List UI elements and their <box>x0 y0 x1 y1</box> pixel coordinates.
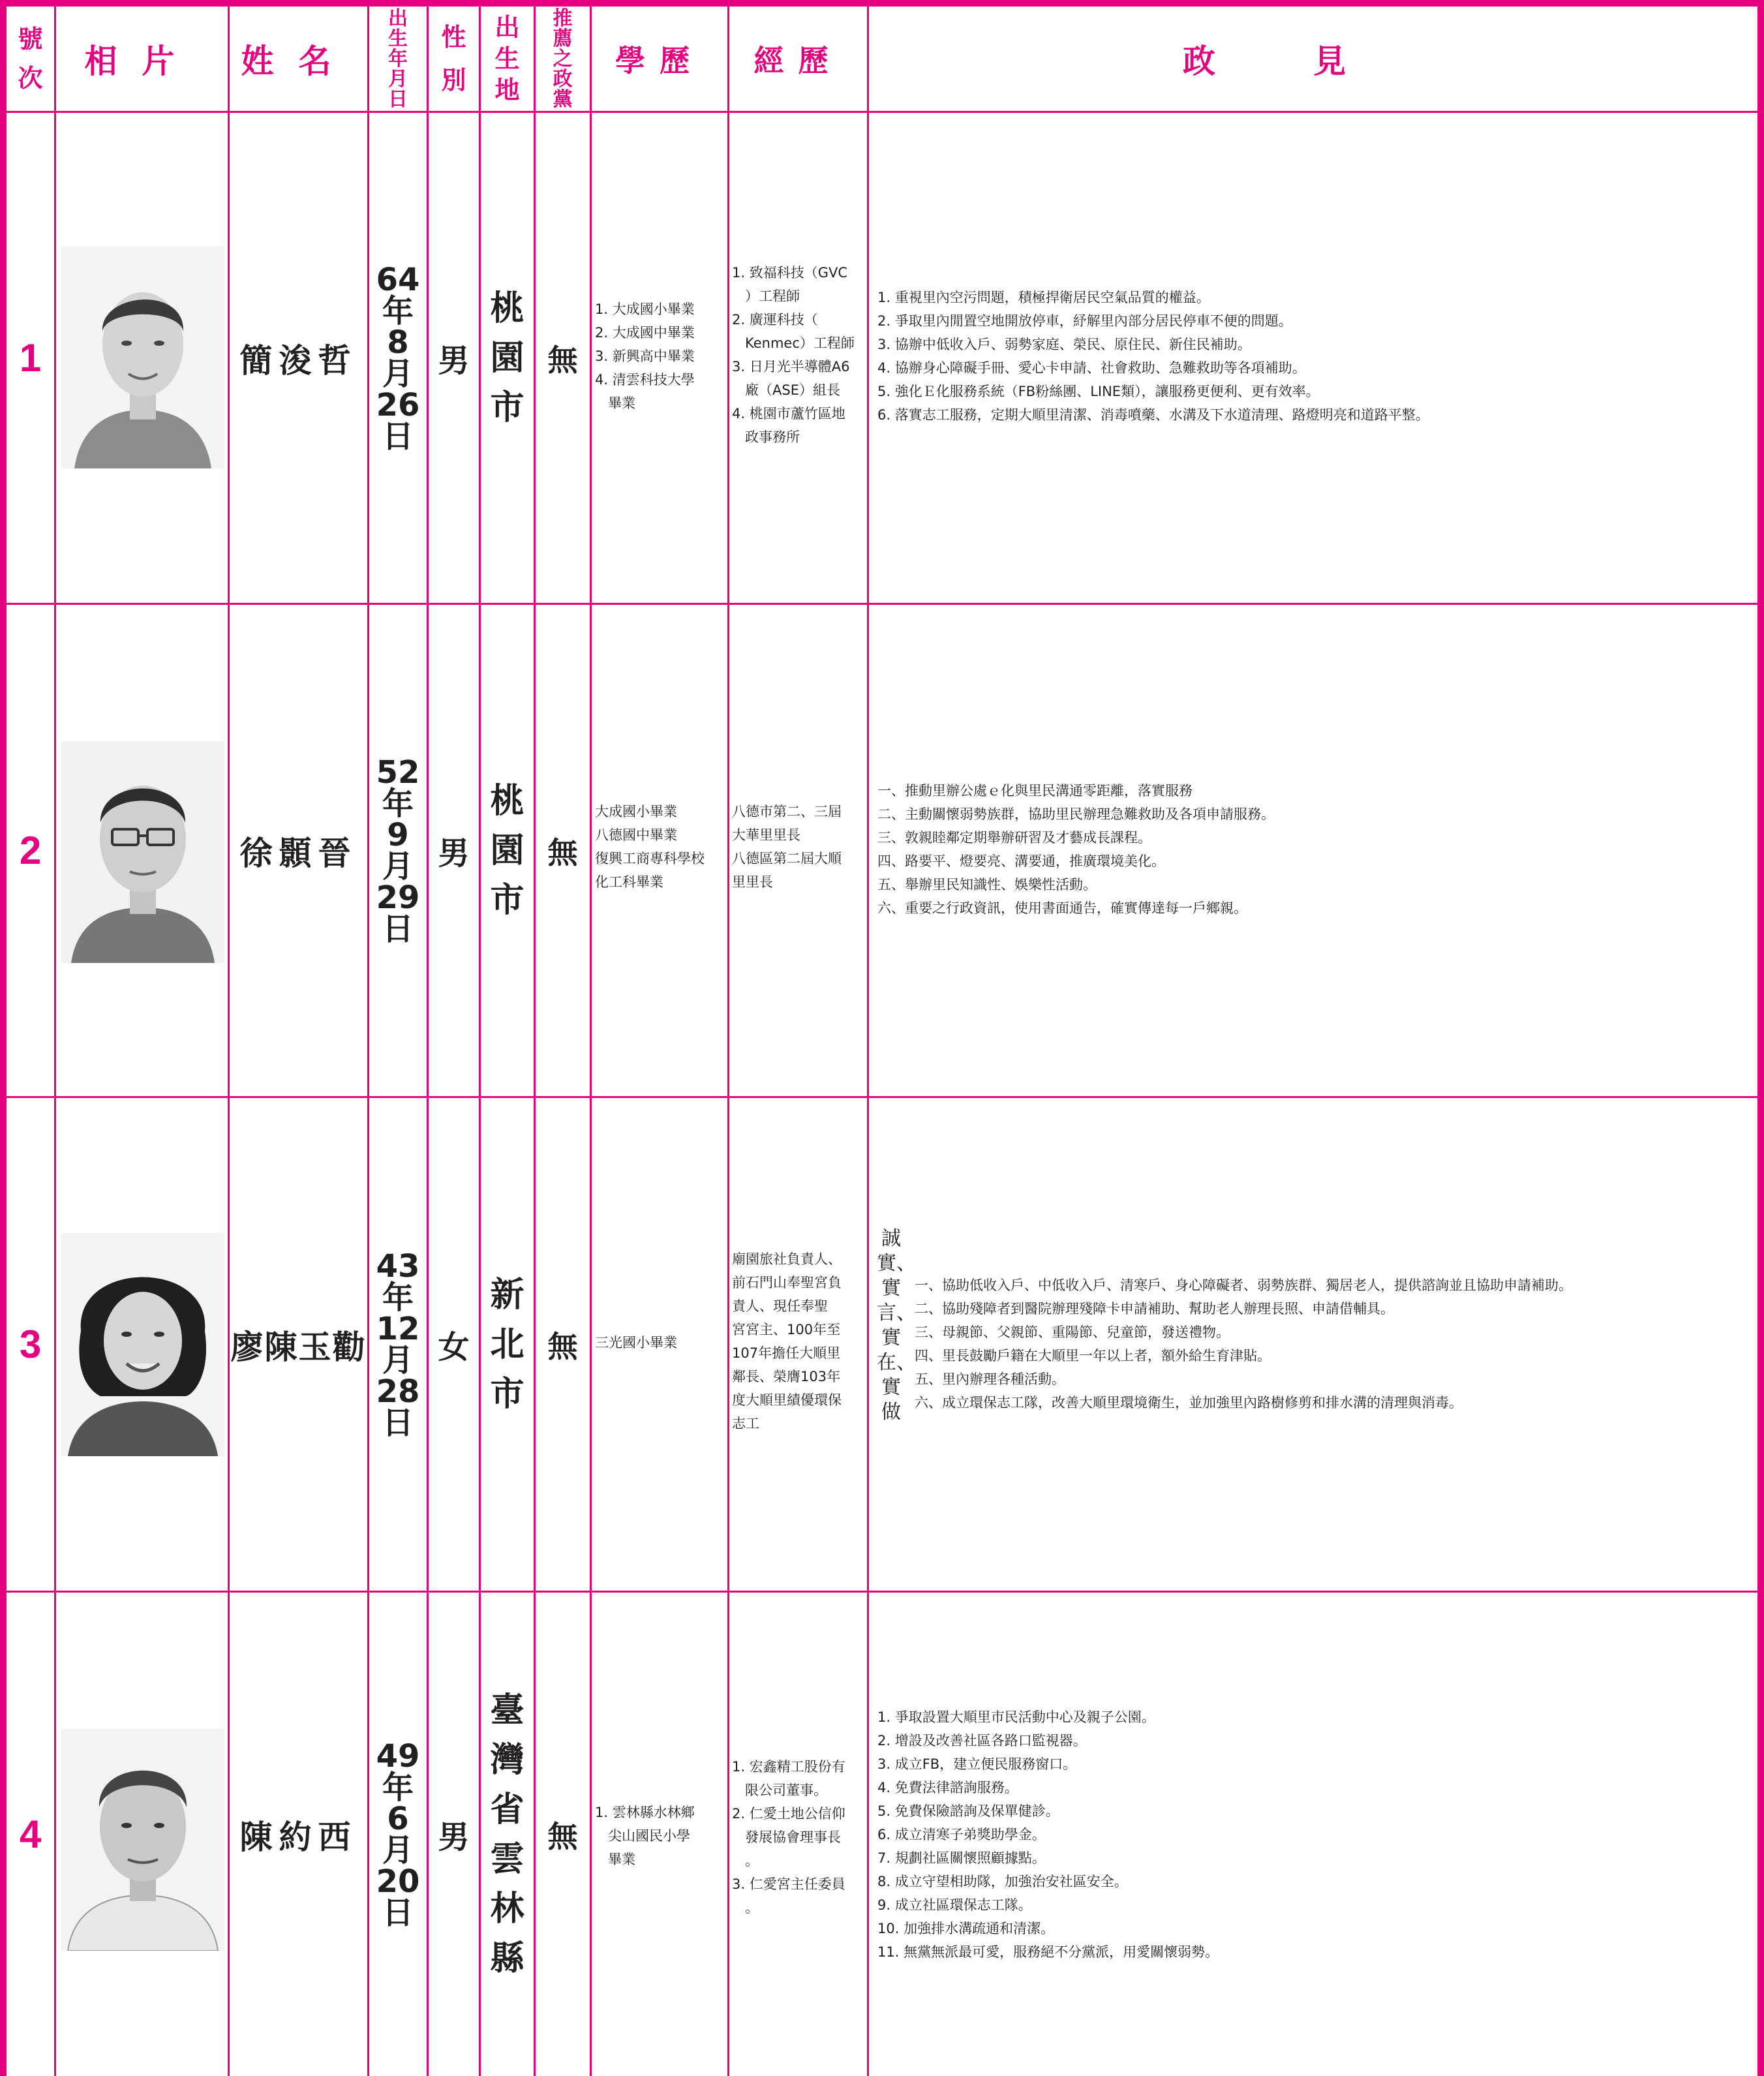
list-item: 一、推動里辦公處ｅ化與里民溝通零距離，落實服務 <box>877 783 1193 799</box>
birthplace-text: 桃園市 <box>490 288 525 427</box>
header-experience-label: 經歷 <box>753 43 843 78</box>
list-item: 尖山國民小學 <box>595 1828 691 1844</box>
list-item: 3. 成立FB，建立便民服務窗口。 <box>877 1756 1077 1772</box>
portrait-icon <box>61 247 224 468</box>
list-item: 五、舉辦里民知識性、娛樂性活動。 <box>877 877 1097 893</box>
candidate-party: 無 <box>547 834 578 870</box>
list-item: 大成國小畢業 <box>595 804 677 819</box>
list-item: 6. 落實志工服務，定期大順里清潔、消毒噴藥、水溝及下水道清理、路燈明亮和道路平整。 <box>877 407 1429 423</box>
list-item: 六、重要之行政資訊，使用書面通告，確實傳達每一戶鄉親。 <box>877 900 1247 916</box>
candidate-photo <box>61 741 224 963</box>
list-item: 發展協會理事長 <box>732 1829 842 1845</box>
list-item: 4. 清雲科技大學 <box>595 372 695 388</box>
candidate-number: 3 <box>19 1322 42 1366</box>
birth-day: 29 <box>376 879 420 916</box>
platform-list <box>915 1274 1756 1414</box>
candidate-photo <box>61 1729 224 1951</box>
list-item: 八德市第二、三屆 <box>732 804 842 819</box>
experience-list <box>732 1755 866 1919</box>
birth-year: 43 <box>376 1247 420 1285</box>
list-item: 1. 宏鑫精工股份有 <box>732 1759 845 1775</box>
header-birth-label: 出生年月日 <box>388 7 408 111</box>
candidate-number: 2 <box>19 829 42 872</box>
list-item: 化工科畢業 <box>595 874 663 890</box>
birth-year: 49 <box>376 1737 420 1775</box>
birth-day: 20 <box>376 1863 420 1900</box>
list-item: 6. 成立清寒子弟獎助學金。 <box>877 1827 1046 1842</box>
portrait-icon <box>61 1729 224 1951</box>
list-item: 9. 成立社區環保志工隊。 <box>877 1897 1032 1913</box>
birthplace-text: 臺灣省雲林縣 <box>490 1690 525 1978</box>
education-list <box>595 1801 725 1871</box>
list-item: 鄰長、榮膺103年 <box>732 1369 841 1384</box>
list-item: 。 <box>732 1853 759 1869</box>
candidate-gender: 女 <box>438 1329 470 1366</box>
portrait-icon <box>61 741 224 963</box>
list-item: 1. 大成國小畢業 <box>595 301 695 317</box>
header-photo-label: 相片 <box>84 42 200 80</box>
candidate-gender: 男 <box>438 1819 470 1855</box>
candidate-birth: 64 年 8 月 26 日 <box>376 261 420 455</box>
candidate-birth: 43 年 12 月 28 日 <box>376 1247 420 1441</box>
portrait-icon <box>61 1233 224 1456</box>
list-item: 政事務所 <box>732 429 800 445</box>
list-item: 四、里長鼓勵戶籍在大順里一年以上者，額外給生育津貼。 <box>915 1348 1271 1364</box>
list-item: 11. 無黨無派最可愛，服務絕不分黨派，用愛關懷弱勢。 <box>877 1944 1219 1960</box>
candidate-photo <box>61 1233 224 1456</box>
list-item: 五、里內辦理各種活動。 <box>915 1371 1065 1387</box>
list-item: 4. 桃園市蘆竹區地 <box>732 406 845 421</box>
header-name <box>230 7 367 111</box>
candidate-name: 廖陳玉勸 <box>230 1328 367 1366</box>
list-item: 二、主動關懷弱勢族群，協助里民辦理急難救助及各項申請服務。 <box>877 806 1275 822</box>
header-platform <box>869 7 1757 111</box>
list-item: 責人、現任奉聖 <box>732 1298 828 1314</box>
list-item: 限公司董事。 <box>732 1782 828 1798</box>
birth-year: 52 <box>376 754 420 791</box>
list-item: 二、協助殘障者到醫院辦理殘障卡申請補助、幫助老人辦理長照、申請借輔具。 <box>915 1301 1394 1317</box>
candidate-number: 4 <box>19 1812 42 1856</box>
list-item: 廠（ASE）組長 <box>732 382 840 398</box>
list-item: 2. 爭取里內閒置空地開放停車，紓解里內部分居民停車不便的問題。 <box>877 313 1292 329</box>
list-item: 畢業 <box>595 395 636 411</box>
header-platform-label: 政見 <box>1183 42 1444 80</box>
candidate-name: 陳約西 <box>239 1818 357 1856</box>
list-item: 三光國小畢業 <box>595 1335 677 1351</box>
list-item: 1. 重視里內空污問題，積極捍衛居民空氣品質的權益。 <box>877 290 1210 305</box>
candidate-name: 簡浚哲 <box>239 341 357 380</box>
birth-day: 28 <box>376 1373 420 1410</box>
header-experience <box>729 7 867 111</box>
list-item: 5. 免費保險諮詢及保單健診。 <box>877 1803 1059 1819</box>
education-list <box>595 298 725 415</box>
platform-list <box>877 1705 1752 1964</box>
candidate-birthplace <box>481 605 534 1096</box>
column-rule <box>867 7 869 2076</box>
birthplace-text: 桃園市 <box>490 781 525 920</box>
list-item: 八德國中畢業 <box>595 827 677 843</box>
candidate-gender: 男 <box>438 835 470 872</box>
header-number-label: 號次 <box>18 24 43 93</box>
list-item: 四、路要平、燈要亮、溝要通，推廣環境美化。 <box>877 853 1165 869</box>
candidate-birthplace <box>481 1098 534 1591</box>
header-education-label: 學歷 <box>615 43 704 78</box>
candidate-birthplace <box>481 1593 534 2076</box>
list-item: 2. 仁愛土地公信仰 <box>732 1806 845 1822</box>
list-item: 8. 成立守望相助隊，加強治安社區安全。 <box>877 1874 1128 1889</box>
list-item: 八德區第二屆大順 <box>732 851 842 866</box>
list-item: 2. 廣運科技（ <box>732 312 818 328</box>
candidate-gender: 男 <box>438 343 470 379</box>
list-item: 4. 協辦身心障礙手冊、愛心卡申請、社會救助、急難救助等各項補助。 <box>877 360 1306 376</box>
candidate-party: 無 <box>547 1328 578 1364</box>
header-education <box>592 7 727 111</box>
header-gender <box>429 7 479 111</box>
list-item: 志工 <box>732 1416 759 1431</box>
list-item: 畢業 <box>595 1852 636 1867</box>
header-gender-label: 性別 <box>441 22 466 95</box>
list-item: 3. 新興高中畢業 <box>595 348 695 364</box>
experience-list <box>732 1247 866 1435</box>
header-party <box>536 7 590 111</box>
header-birthplace-label: 出生地 <box>494 12 520 104</box>
list-item: Kenmec）工程師 <box>732 335 855 351</box>
birth-month: 9 <box>387 816 409 853</box>
list-item: 5. 強化Ｅ化服務系統（FB粉絲團、LINE類），讓服務更便利、更有效率。 <box>877 384 1320 399</box>
platform-list <box>877 779 1752 920</box>
list-item: 廟園旅社負責人、 <box>732 1251 842 1267</box>
list-item: ）工程師 <box>732 288 800 304</box>
list-item: 3. 日月光半導體A6 <box>732 359 850 374</box>
education-list <box>595 1331 725 1354</box>
candidate-party: 無 <box>547 342 578 378</box>
birth-month: 8 <box>387 324 409 361</box>
candidate-birth: 52 年 9 月 29 日 <box>376 754 420 947</box>
list-item: 2. 增設及改善社區各路口監視器。 <box>877 1733 1087 1748</box>
list-item: 宮宮主、100年至 <box>732 1322 841 1337</box>
list-item: 前石門山奉聖宮負 <box>732 1275 842 1290</box>
platform-list <box>877 286 1752 427</box>
list-item: 107年擔任大順里 <box>732 1345 841 1361</box>
header-name-label: 姓名 <box>241 42 356 80</box>
list-item: 大華里里長 <box>732 827 800 843</box>
candidate-party: 無 <box>547 1818 578 1854</box>
list-item: 7. 規劃社區關懷照顧據點。 <box>877 1850 1046 1866</box>
list-item: 3. 協辦中低收入戶、弱勢家庭、榮民、原住民、新住民補助。 <box>877 337 1251 352</box>
candidate-photo <box>61 247 224 468</box>
education-list <box>595 800 725 894</box>
header-birth <box>369 7 427 111</box>
list-item: 三、母親節、父親節、重陽節、兒童節，發送禮物。 <box>915 1324 1230 1340</box>
list-item: 里里長 <box>732 874 773 890</box>
list-item: 1. 雲林縣水林鄉 <box>595 1805 695 1820</box>
experience-list <box>732 800 866 894</box>
birth-month: 12 <box>376 1310 420 1347</box>
list-item: 2. 大成國中畢業 <box>595 325 695 341</box>
list-item: 六、成立環保志工隊，改善大順里環境衛生，並加強里內路樹修剪和排水溝的清理與消毒。 <box>915 1395 1463 1411</box>
column-rule <box>727 7 729 2076</box>
list-item: 復興工商專科學校 <box>595 851 705 866</box>
candidate-number: 1 <box>19 336 42 380</box>
list-item: 度大順里績優環保 <box>732 1392 842 1408</box>
list-item: 。 <box>732 1900 759 1916</box>
candidate-birthplace <box>481 113 534 603</box>
header-number <box>7 7 54 111</box>
list-item: 10. 加強排水溝疏通和清潔。 <box>877 1921 1055 1936</box>
list-item: 1. 爭取設置大順里市民活動中心及親子公園。 <box>877 1709 1155 1725</box>
experience-list <box>732 261 866 449</box>
list-item: 一、協助低收入戶、中低收入戶、清寒戶、身心障礙者、弱勢族群、獨居老人，提供諮詢並且協助申請補助。 <box>915 1277 1572 1293</box>
list-item: 1. 致福科技（GVC <box>732 265 848 281</box>
list-item: 3. 仁愛宮主任委員 <box>732 1876 845 1892</box>
column-rule <box>590 7 592 2076</box>
birth-day: 26 <box>376 386 420 423</box>
candidate-birth: 49 年 6 月 20 日 <box>376 1737 420 1931</box>
birth-year: 64 <box>376 261 420 298</box>
header-party-label: 推薦之政黨 <box>553 7 573 111</box>
column-rule <box>54 7 56 2076</box>
list-item: 三、敦親睦鄰定期舉辦研習及才藝成長課程。 <box>877 830 1151 846</box>
header-birthplace <box>481 7 534 111</box>
candidate-name: 徐顥晉 <box>239 834 357 872</box>
birthplace-text: 新北市 <box>490 1275 525 1414</box>
birth-month: 6 <box>387 1800 409 1837</box>
candidate-motto: 誠實、實言、實在、實做 <box>877 1227 916 1424</box>
header-photo <box>56 7 228 111</box>
list-item: 4. 免費法律諮詢服務。 <box>877 1780 1018 1795</box>
